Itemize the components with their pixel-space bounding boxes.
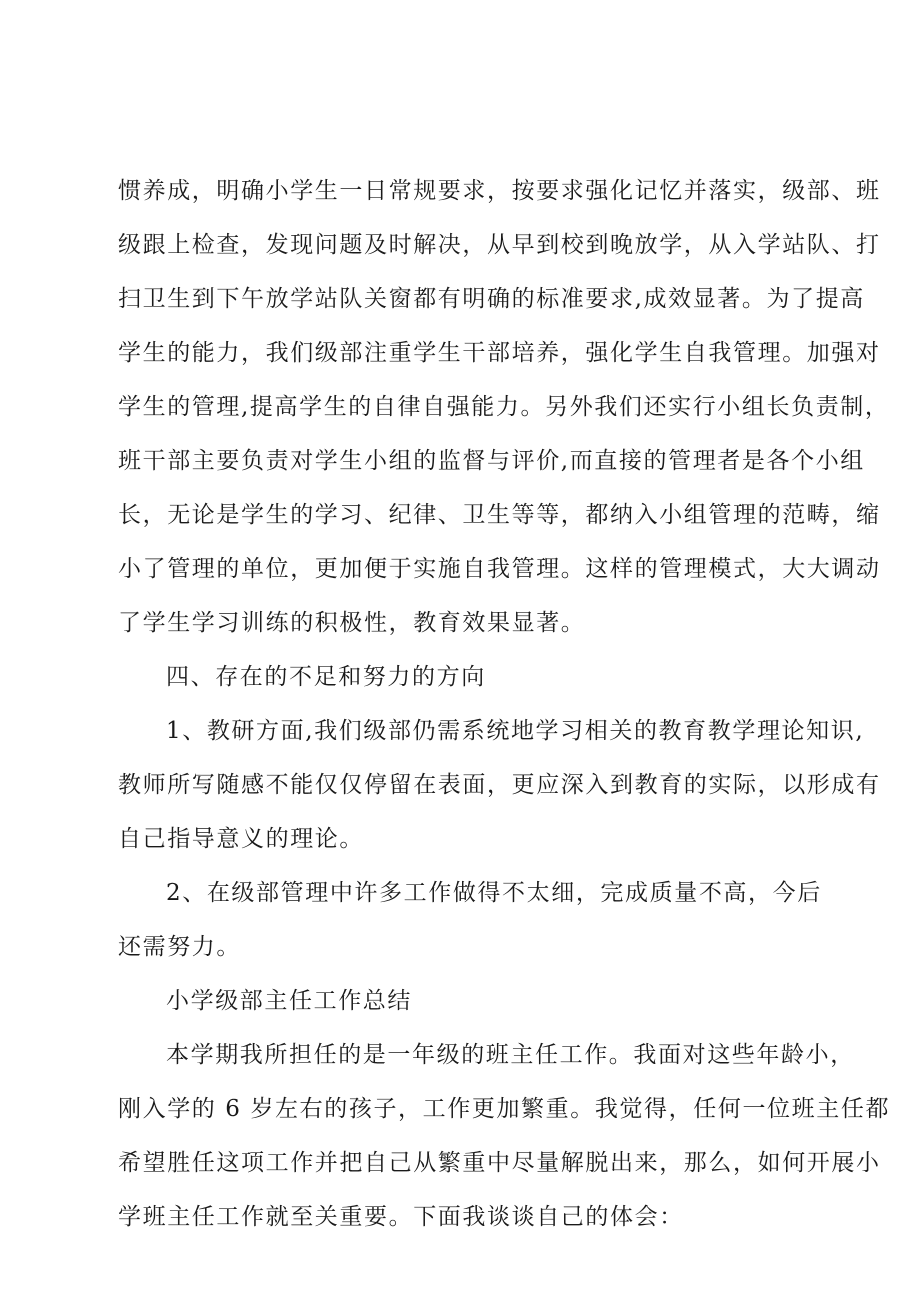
paragraph-line: 小了管理的单位，更加便于实施自我管理。这样的管理模式，大大调动 [118,556,881,582]
paragraph-line: 了学生学习训练的积极性，教育效果显著。 [118,610,586,636]
paragraph-line: 教师所写随感不能仅仅停留在表面，更应深入到教育的实际，以形成有 [118,772,881,798]
paragraph-line: 学生的管理,提高学生的自律自强能力。另外我们还实行小组长负责制， [118,394,890,420]
paragraph-line: 学班主任工作就至关重要。下面我谈谈自己的体会： [118,1204,684,1230]
paragraph-line: 惯养成，明确小学生一日常规要求，按要求强化记忆并落实，级部、班 [118,178,881,204]
paragraph-line: 1、教研方面,我们级部仍需系统地学习相关的教育教学理论知识, [166,718,865,744]
paragraph-line: 希望胜任这项工作并把自己从繁重中尽量解脱出来，那么，如何开展小 [118,1150,881,1176]
section-heading: 四、存在的不足和努力的方向 [166,664,486,690]
paragraph-line: 刚入学的 6 岁左右的孩子，工作更加繁重。我觉得，任何一位班主任都 [118,1096,891,1122]
paragraph-line: 扫卫生到下午放学站队关窗都有明确的标准要求,成效显著。为了提高 [118,286,865,312]
paragraph-line: 级跟上检查，发现问题及时解决，从早到校到晚放学，从入学站队、打 [118,232,881,258]
paragraph-line: 本学期我所担任的是一年级的班主任工作。我面对这些年龄小， [166,1042,855,1068]
paragraph-line: 2、在级部管理中许多工作做得不太细，完成质量不高，今后 [166,880,822,906]
paragraph-line: 学生的能力，我们级部注重学生干部培养，强化学生自我管理。加强对 [118,340,881,366]
paragraph-line: 自己指导意义的理论。 [118,826,364,852]
paragraph-line: 还需努力。 [118,934,241,960]
paragraph-line: 班干部主要负责对学生小组的监督与评价,而直接的管理者是各个小组 [118,448,865,474]
document-title: 小学级部主任工作总结 [166,988,412,1014]
paragraph-line: 长，无论是学生的学习、纪律、卫生等等，都纳入小组管理的范畴，缩 [118,502,881,528]
